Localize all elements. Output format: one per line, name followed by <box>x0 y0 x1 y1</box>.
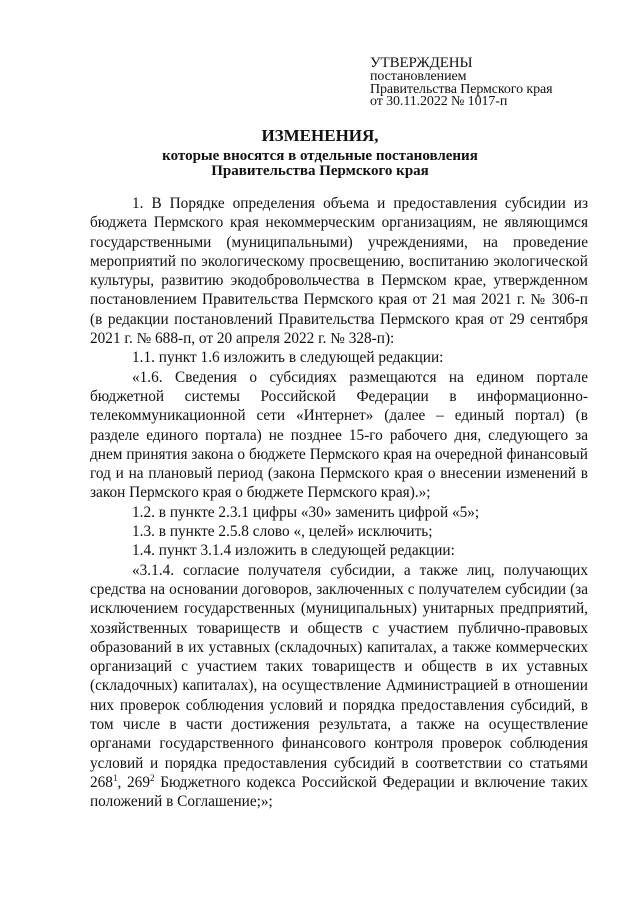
paragraph-text: Бюджетного кодекса Российской Федерации и включение таких положений в Соглашение;»; <box>90 773 588 811</box>
paragraph: 1.1. пункт 1.6 изложить в следующей редакции: <box>132 349 444 367</box>
document-subtitle: Правительства Пермского края <box>211 163 429 179</box>
paragraph <box>90 561 588 812</box>
paragraph-text: , 269 <box>117 773 150 791</box>
paragraph: 1.2. в пункте 2.3.1 цифры «30» заменить цифрой «5»; <box>132 503 480 521</box>
approval-line: постановлением <box>370 69 467 84</box>
approval-line: Правительства Пермского края <box>370 81 553 97</box>
approval-heading: УТВЕРЖДЕНЫ <box>370 55 473 71</box>
paragraph: 1.4. пункт 3.1.4 изложить в следующей редакции: <box>132 542 455 560</box>
paragraph: 1.3. в пункте 2.5.8 слово «, целей» исключить; <box>132 523 433 541</box>
approval-date: от 30.11.2022 № 1017-п <box>370 94 508 109</box>
paragraph: «1.6. Сведения о субсидиях размещаются на едином портале бюджетной системы Российской Федерации в информационно-телекоммуникационной сети «Интернет» (далее – единый портал) (в разделе единого портала) не позднее 15-го рабочего дня, следующего за днем принятия закона о бюджете Пермского края на очередной финансовый год и на плановый период (закона Пермского края о внесении изменений в закон Пермского края о бюджете Пермского края).»; <box>90 368 588 502</box>
paragraph: 1. В Порядке определения объема и предоставления субсидии из бюджета Пермского края некоммерческим организациям, не являющимся государственными (муниципальными) учреждениями, на проведение мероприятий по экологическому просвещению, воспитанию экологической культуры, развитию экодобровольчества в Пермском крае, утвержденном постановлением Правительства Пермского края от 21 мая 2021 г. № 306-п (в редакции постановлений Правительства Пермского края от 29 сентября 2021 г. № 688-п, от 20 апреля 2022 г. № 328-п): <box>90 195 588 348</box>
document-subtitle: которые вносятся в отдельные постановления <box>162 148 478 164</box>
paragraph-text: «3.1.4. согласие получателя субсидии, а также лиц, получающих средства на основании договоров, заключенных с получателем субсидии (за исключением государственных (муниципальных) унитарных предприятий, хозяйственных товариществ и обществ с участием публично-правовых образований в их уставных (складочных) капиталах, а также коммерческих организаций с участием таких товариществ и обществ в их уставных (складочных) капиталах), на осуществление Администрацией в отношении них проверок соблюдения условий и порядка предоставления субсидий, в том числе в части достижения результата, а также на осуществление органами государственного финансового контроля проверок соблюдения условий и порядка предоставления субсидий в соответствии со статьями 268 <box>90 561 588 791</box>
document-body <box>90 194 588 812</box>
superscript: 2 <box>149 772 155 783</box>
document-title: ИЗМЕНЕНИЯ, <box>261 126 379 145</box>
superscript: 1 <box>112 772 118 783</box>
approval-stamp <box>370 55 552 109</box>
